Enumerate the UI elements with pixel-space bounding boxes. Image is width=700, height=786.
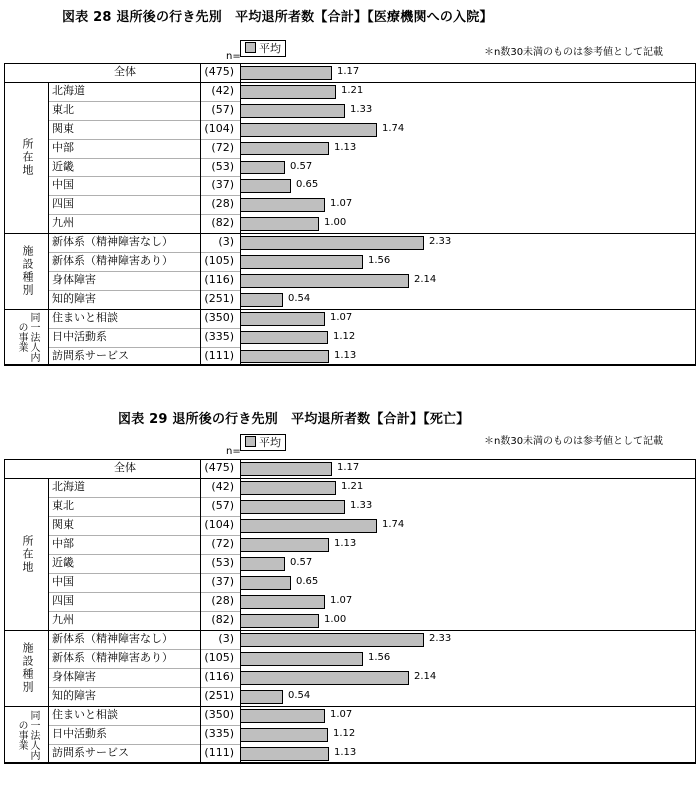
legend bbox=[240, 40, 286, 57]
data-label: 1.33 bbox=[350, 103, 373, 115]
group-divider bbox=[4, 365, 696, 366]
category-label: 新体系（精神障害なし） bbox=[52, 632, 173, 645]
n-count: (335) bbox=[204, 727, 234, 740]
table-frame bbox=[4, 63, 696, 365]
chart-title: 図表 29 退所後の行き先別 平均退所者数【合計】【死亡】 bbox=[118, 412, 470, 427]
category-label: 中部 bbox=[52, 537, 74, 550]
n-label: n= bbox=[226, 446, 241, 457]
data-label: 1.13 bbox=[334, 349, 357, 361]
value-axis bbox=[240, 459, 241, 763]
data-label: 1.21 bbox=[341, 481, 364, 492]
group-label: 施設種別 bbox=[21, 244, 34, 297]
n-count: (251) bbox=[204, 291, 234, 305]
category-label: 知的障害 bbox=[52, 291, 96, 305]
category-label: 新体系（精神障害なし） bbox=[52, 235, 173, 249]
category-label: 四国 bbox=[52, 197, 74, 211]
data-label: 1.56 bbox=[368, 255, 391, 266]
category-label: 日中活動系 bbox=[52, 727, 107, 740]
group-label: 所在地 bbox=[21, 137, 34, 177]
data-label: 2.14 bbox=[414, 273, 437, 285]
category-label: 身体障害 bbox=[52, 272, 96, 286]
data-label: 1.00 bbox=[324, 217, 347, 229]
data-label: 1.07 bbox=[330, 198, 353, 210]
n-count: (3) bbox=[218, 632, 234, 645]
data-label: 1.07 bbox=[330, 595, 353, 606]
data-label: 1.12 bbox=[333, 728, 356, 739]
data-label: 1.21 bbox=[341, 84, 364, 96]
data-label: 1.74 bbox=[382, 122, 405, 134]
data-label: 0.54 bbox=[288, 690, 311, 701]
n-count: (475) bbox=[204, 461, 234, 474]
n-label: n= bbox=[226, 51, 241, 62]
n-count: (111) bbox=[204, 746, 234, 759]
n-column-divider bbox=[200, 63, 201, 365]
category-label: 訪問系サービス bbox=[52, 348, 129, 362]
data-label: 1.13 bbox=[334, 747, 357, 758]
data-label: 1.00 bbox=[324, 614, 347, 625]
data-label: 1.13 bbox=[334, 141, 357, 153]
data-label: 1.74 bbox=[382, 519, 405, 530]
n-count: (350) bbox=[204, 708, 234, 721]
n-count: (37) bbox=[211, 178, 234, 192]
n-count: (104) bbox=[204, 121, 234, 135]
table-frame bbox=[4, 459, 696, 763]
data-label: 2.33 bbox=[429, 236, 452, 248]
chart-title: 図表 28 退所後の行き先別 平均退所者数【合計】【医療機関への入院】 bbox=[62, 10, 493, 25]
category-label: 新体系（精神障害あり） bbox=[52, 254, 173, 267]
n-count: (72) bbox=[211, 537, 234, 550]
n-count: (350) bbox=[204, 310, 234, 324]
category-label: 全体 bbox=[114, 461, 136, 474]
n-count: (82) bbox=[211, 216, 234, 230]
category-label: 知的障害 bbox=[52, 689, 96, 702]
category-label: 新体系（精神障害あり） bbox=[52, 651, 173, 664]
data-label: 0.57 bbox=[290, 557, 313, 568]
n-count: (42) bbox=[211, 83, 234, 97]
legend-swatch-icon bbox=[245, 436, 259, 449]
category-label: 東北 bbox=[52, 102, 74, 116]
data-label: 1.56 bbox=[368, 652, 391, 663]
data-label: 1.07 bbox=[330, 709, 353, 720]
n-count: (335) bbox=[204, 329, 234, 343]
legend bbox=[240, 434, 286, 451]
n-count: (104) bbox=[204, 518, 234, 531]
n-count: (111) bbox=[204, 348, 234, 362]
group-label: 所在地 bbox=[21, 534, 34, 574]
category-label: 中国 bbox=[52, 575, 74, 588]
category-label: 関東 bbox=[52, 518, 74, 531]
n-count: (116) bbox=[204, 272, 234, 286]
category-label: 近畿 bbox=[52, 556, 74, 569]
group-label: 同一法人内の事業 bbox=[16, 312, 39, 363]
category-label: 住まいと相談 bbox=[52, 310, 118, 324]
legend-label: 平均 bbox=[259, 436, 281, 449]
n-count: (72) bbox=[211, 140, 234, 154]
category-label: 中部 bbox=[52, 140, 74, 154]
data-label: 1.17 bbox=[337, 462, 360, 473]
category-label: 北海道 bbox=[52, 83, 85, 97]
reference-note: ＊n数30未満のものは参考値として記載 bbox=[484, 436, 664, 447]
data-label: 0.65 bbox=[296, 179, 319, 191]
n-count: (105) bbox=[204, 254, 234, 267]
category-label: 中国 bbox=[52, 178, 74, 192]
data-label: 2.33 bbox=[429, 633, 452, 644]
n-count: (116) bbox=[204, 670, 234, 683]
category-label: 九州 bbox=[52, 613, 74, 626]
n-count: (28) bbox=[211, 594, 234, 607]
category-label: 身体障害 bbox=[52, 670, 96, 683]
data-label: 1.17 bbox=[337, 66, 360, 77]
n-count: (28) bbox=[211, 197, 234, 211]
legend-label: 平均 bbox=[259, 42, 281, 55]
n-count: (37) bbox=[211, 575, 234, 588]
category-label: 住まいと相談 bbox=[52, 708, 118, 721]
category-label: 九州 bbox=[52, 216, 74, 230]
data-label: 0.65 bbox=[296, 576, 319, 587]
category-label: 四国 bbox=[52, 594, 74, 607]
group-divider bbox=[4, 763, 696, 764]
group-label: 同一法人内の事業 bbox=[16, 709, 39, 760]
data-label: 1.12 bbox=[333, 330, 356, 342]
category-label: 関東 bbox=[52, 121, 74, 135]
data-label: 1.13 bbox=[334, 538, 357, 549]
chart-hospital-admission bbox=[0, 0, 700, 390]
n-column-divider bbox=[200, 459, 201, 763]
data-label: 2.14 bbox=[414, 671, 437, 682]
category-label: 日中活動系 bbox=[52, 329, 107, 343]
data-label: 0.57 bbox=[290, 160, 313, 172]
n-count: (3) bbox=[218, 235, 234, 249]
group-column-divider bbox=[48, 478, 49, 763]
category-label: 近畿 bbox=[52, 159, 74, 173]
value-axis bbox=[240, 63, 241, 365]
n-count: (475) bbox=[204, 65, 234, 78]
group-column-divider bbox=[48, 82, 49, 366]
n-count: (53) bbox=[211, 159, 234, 173]
data-label: 1.33 bbox=[350, 500, 373, 511]
category-label: 訪問系サービス bbox=[52, 746, 129, 759]
n-count: (57) bbox=[211, 499, 234, 512]
n-count: (251) bbox=[204, 689, 234, 702]
chart-death bbox=[0, 396, 700, 786]
data-label: 1.07 bbox=[330, 311, 353, 323]
n-count: (105) bbox=[204, 651, 234, 664]
n-count: (42) bbox=[211, 480, 234, 493]
legend-swatch-icon bbox=[245, 42, 259, 55]
category-label: 東北 bbox=[52, 499, 74, 512]
group-label: 施設種別 bbox=[21, 642, 34, 694]
data-label: 0.54 bbox=[288, 292, 311, 304]
category-label: 全体 bbox=[114, 65, 136, 78]
category-label: 北海道 bbox=[52, 480, 85, 493]
n-count: (57) bbox=[211, 102, 234, 116]
n-count: (53) bbox=[211, 556, 234, 569]
n-count: (82) bbox=[211, 613, 234, 626]
reference-note: ＊n数30未満のものは参考値として記載 bbox=[484, 47, 664, 58]
